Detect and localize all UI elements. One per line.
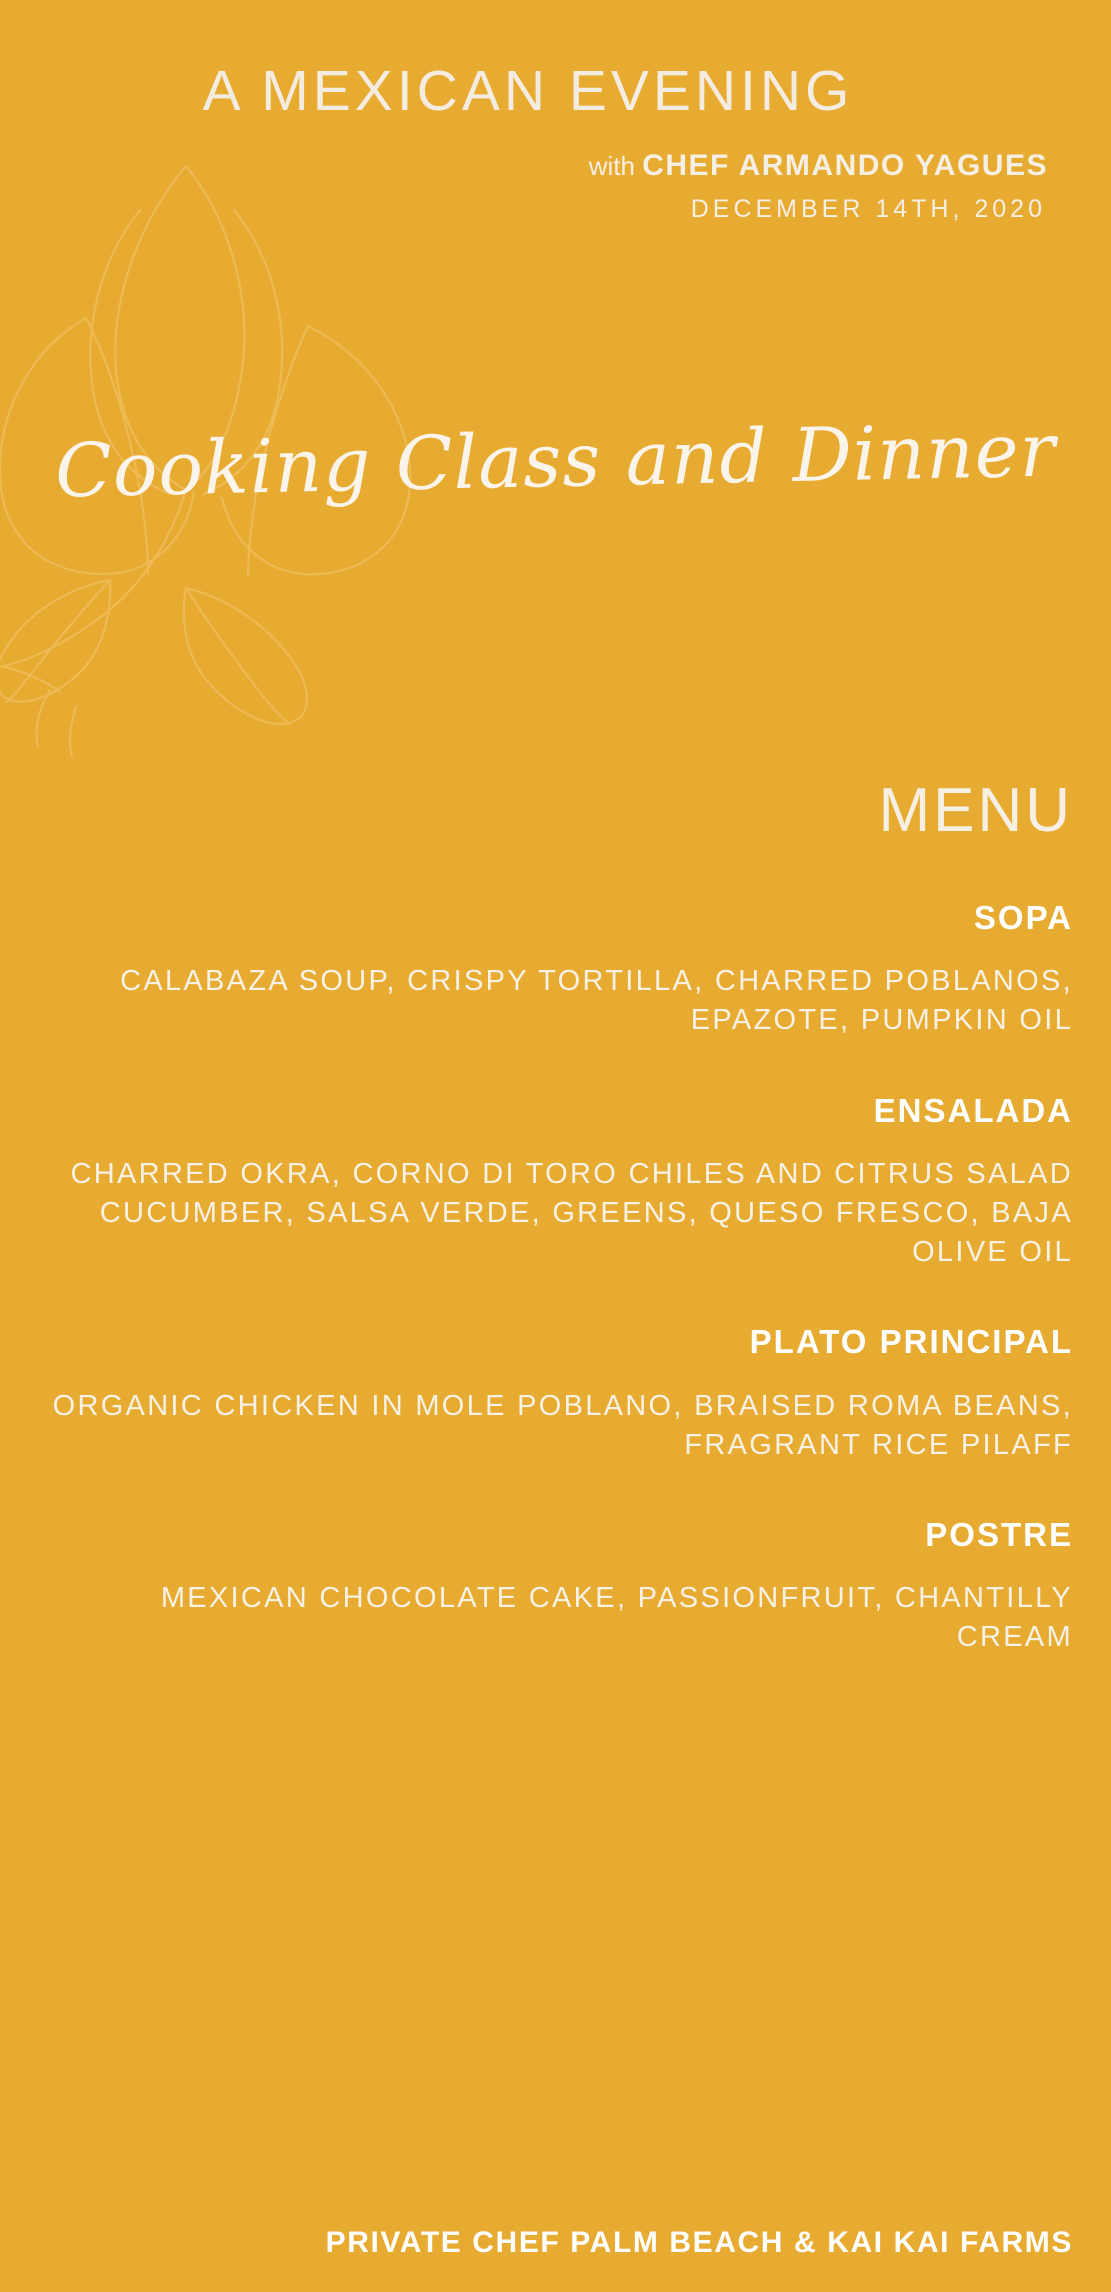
course-name: POSTRE (925, 1515, 1073, 1553)
course-description: MEXICAN CHOCOLATE CAKE, PASSIONFRUIT, CHANTILLY CREAM (160, 1582, 1073, 1654)
chef-line (0, 149, 1066, 183)
course-description: ORGANIC CHICKEN IN MOLE POBLANO, BRAISED ROMA BEANS, FRAGRANT RICE PILAFF (52, 1389, 1073, 1461)
chef-name: CHEF ARMANDO YAGUES (642, 148, 1048, 182)
menu-course (40, 900, 1073, 1041)
page-title: A MEXICAN EVENING (202, 59, 854, 123)
course-description: CALABAZA SOUP, CRISPY TORTILLA, CHARRED POBLANOS, EPAZOTE, PUMPKIN OIL (120, 965, 1073, 1037)
menu-section (40, 776, 1073, 1709)
menu-course (40, 1093, 1073, 1273)
menu-heading: MENU (878, 776, 1073, 845)
footer-credit: PRIVATE CHEF PALM BEACH & KAI KAI FARMS (325, 2226, 1073, 2259)
course-name: ENSALADA (873, 1091, 1073, 1129)
course-name: PLATO PRINCIPAL (749, 1323, 1073, 1361)
menu-course (40, 1517, 1073, 1658)
script-subtitle: Cooking Class and Dinner (54, 407, 1057, 515)
course-name: SOPA (973, 899, 1073, 936)
event-date: DECEMBER 14TH, 2020 (690, 194, 1046, 223)
with-label: with (588, 150, 643, 181)
menu-course (40, 1324, 1073, 1465)
course-description: CHARRED OKRA, CORNO DI TORO CHILES AND CITRUS SALAD CUCUMBER, SALSA VERDE, GREENS, QUESO FRESCO, BAJA OLIVE OIL (70, 1157, 1073, 1269)
poster-header (0, 60, 1066, 224)
